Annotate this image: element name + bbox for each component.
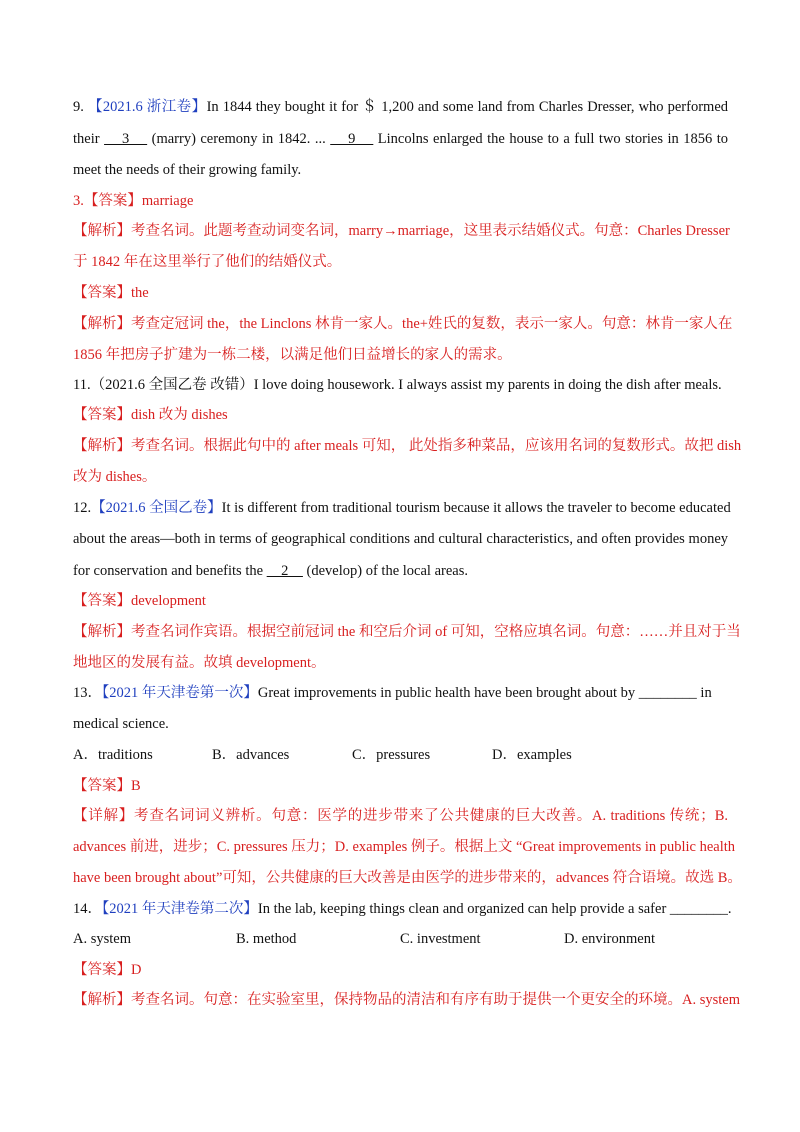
option-c: C. investment [400,931,481,947]
q11-explanation-line-1: 【解析】考查名词。根据此句中的 after meals 可知， 此处指多种菜品，应该用名词的复数形式。故把 dish [73,438,742,454]
q9-line-1 [73,98,728,116]
q12-answer: 【答案】development [73,593,206,609]
q13-explanation-line-3: have been brought about”可知，公共健康的巨大改善是由医学的进步带来的，advances 符合语境。故选 B。 [73,870,742,886]
q9-explanation-2-line-2: 1856 年把房子扩建为一栋二楼，以满足他们日益增长的家人的需求。 [73,347,512,363]
q12-line-2: about the areas—both in terms of geographical conditions and cultural characteristics, and often provides money [73,531,728,547]
question-number: 9. [73,99,84,115]
q13-line-1 [73,684,712,702]
q9-explanation-1-line-2: 于 1842 年在这里举行了他们的结婚仪式。 [73,254,342,270]
option-b: B．advances [212,747,290,763]
option-c: C．pressures [352,747,431,763]
question-text: I love doing housework. I always assist my parents in doing the dish after meals. [253,377,722,393]
option-d: D．examples [492,747,572,763]
source-tag: 【2021 年天津卷第一次】 [102,685,258,701]
source-tag: 【2021.6 全国乙卷】 [91,500,222,516]
question-text: Lincolns enlarged the house to a full two stories in 1856 to [373,131,729,147]
question-number: 14． [73,901,102,917]
option-d: D. environment [564,931,656,947]
question-text: their [73,131,100,147]
q13-line-2: medical science. [73,716,169,732]
question-number: 13． [73,685,102,701]
q13-explanation-line-1: 【详解】考查名词词义辨析。句意：医学的进步带来了公共健康的巨大改善。A. traditions 传统；B. [73,808,728,824]
answer-value: marriage [141,193,194,209]
q9-answer-1 [73,192,193,210]
q11-explanation-line-2: 改为 dishes。 [73,469,157,485]
source-tag: 【2021 年天津卷第二次】 [102,901,258,917]
question-text: It is different from traditional tourism because it allows the traveler to become educated [221,500,731,516]
q13-options [73,746,572,764]
question-number: 12. [73,500,92,516]
answer-label: 3.【答案】 [73,193,142,209]
option-a: A．traditions [73,747,153,763]
q9-line-3: meet the needs of their growing family. [73,162,302,178]
source-tag: 【2021.6 浙江卷】 [87,99,207,115]
option-b: B. method [236,931,297,947]
question-text: (marry) ceremony in 1842. ... [147,131,331,147]
q14-answer: 【答案】D [73,962,142,978]
q14-explanation-line-1: 【解析】考查名词。句意：在实验室里，保持物品的清洁和有序有助于提供一个更安全的环境。A. system [73,992,740,1008]
q13-explanation-line-2: advances 前进，进步；C. pressures 压力；D. examples 例子。根据上文 “Great improvements in public health [73,839,736,855]
question-text: Great improvements in public health have been brought about by ________ in [257,685,712,701]
q11-line-1 [73,376,722,394]
q11-answer: 【答案】dish 改为 dishes [73,407,228,423]
question-text: In 1844 they bought it for ＄ 1,200 and some land from Charles Dresser, who performed [206,99,729,115]
blank-3: 3 [104,131,148,147]
q13-answer: 【答案】B [73,778,141,794]
question-number: 11. [73,377,91,393]
question-text: In the lab, keeping things clean and organized can help provide a safer ________. [257,901,732,917]
q9-line-2 [73,130,728,148]
q14-line-1 [73,900,732,918]
q12-line-1 [73,499,731,517]
question-text: (develop) of the local areas. [302,563,468,579]
q9-explanation-2-line-1: 【解析】考查定冠词 the，the Linclons 林肯一家人。the+姓氏的复数，表示一家人。句意：林肯一家人在 [73,316,733,332]
option-a: A. system [73,931,131,947]
source-tag: （2021.6 全国乙卷 改错） [90,377,254,393]
blank-9: 9 [330,131,374,147]
q9-answer-2: 【答案】the [73,285,149,301]
q12-explanation-line-2: 地地区的发展有益。故填 development。 [73,655,326,671]
question-text: for conservation and benefits the [73,563,267,579]
q12-explanation-line-1: 【解析】考查名词作宾语。根据空前冠词 the 和空后介词 of 可知，空格应填名词。句意：……并且对于当 [73,624,741,640]
q14-options [73,930,655,948]
q12-line-3 [73,562,468,580]
q9-explanation-1-line-1: 【解析】考查名词。此题考查动词变名词，marry→marriage，这里表示结婚仪式。句意：Charles Dresser [73,223,730,239]
blank-2: 2 [266,563,303,579]
